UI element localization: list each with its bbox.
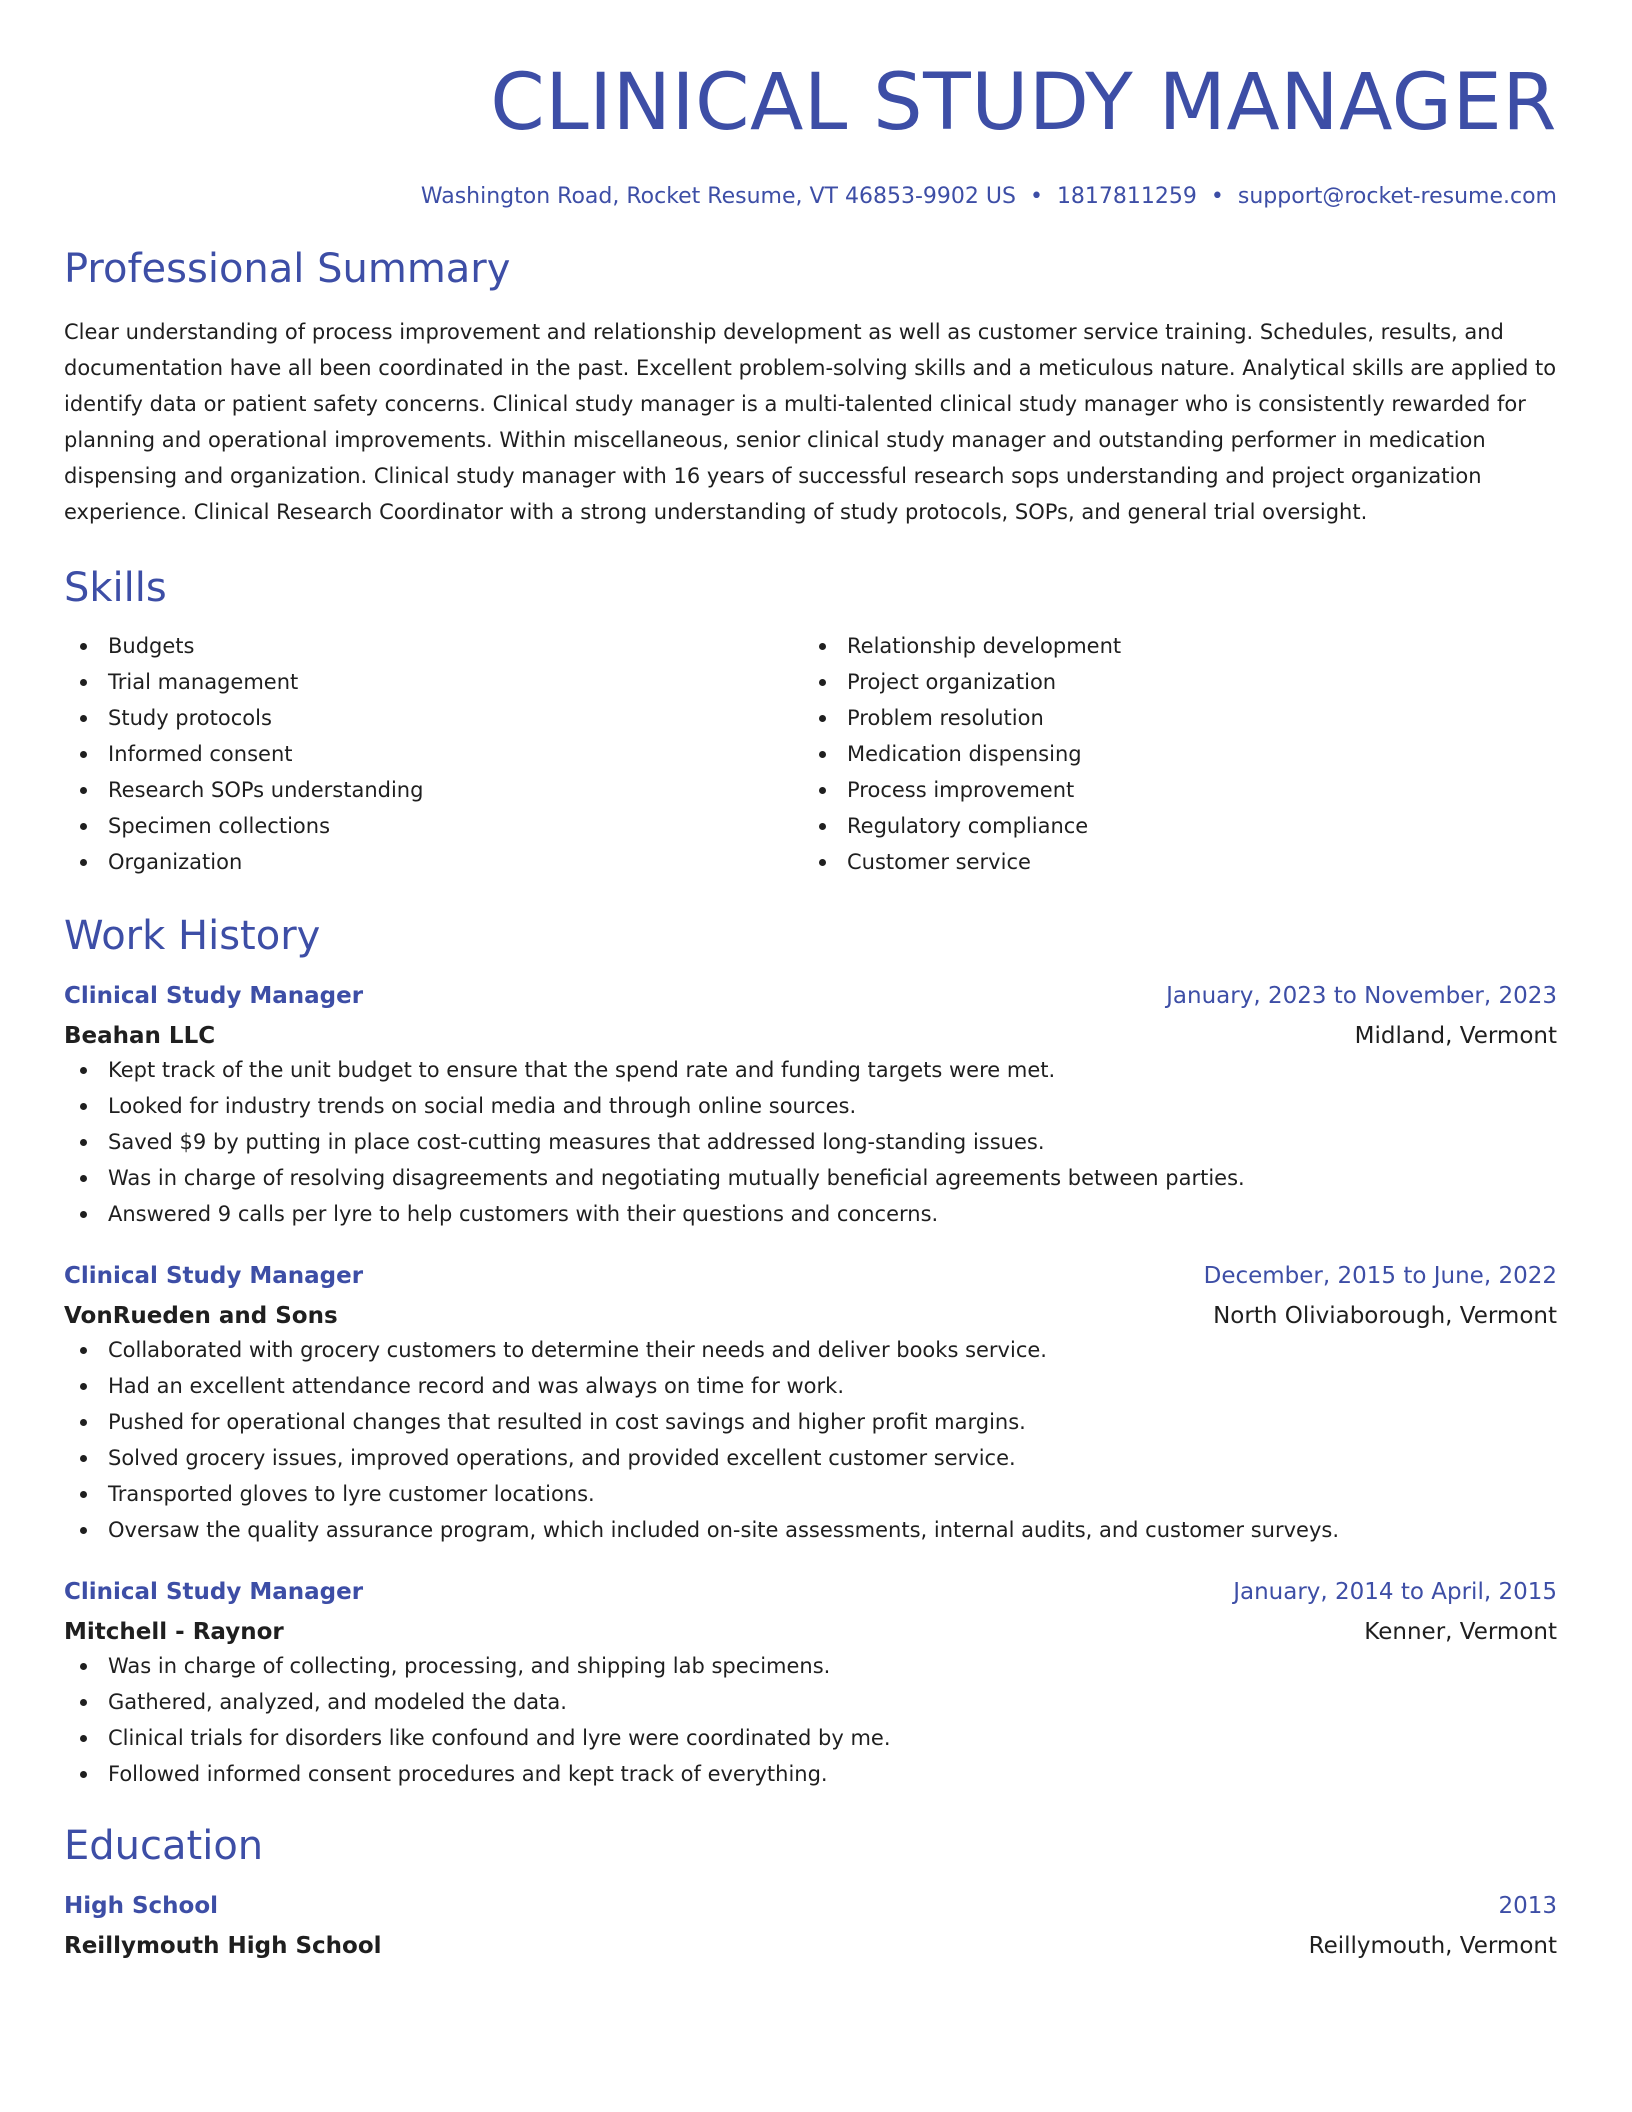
skills-column-right: [803, 628, 1542, 880]
skills-list-right: [803, 628, 1542, 880]
job-bullet: Was in charge of collecting, processing, and shipping lab specimens.: [64, 1648, 1557, 1684]
job-bullet: Transported gloves to lyre customer locations.: [64, 1476, 1557, 1512]
job-bullet-list: [64, 1052, 1557, 1232]
resume-page: [64, 0, 1557, 1962]
job-bullet: Kept track of the unit budget to ensure that the spend rate and funding targets were met.: [64, 1052, 1557, 1088]
section-title-education: Education: [64, 1823, 264, 1869]
job-bullet: Answered 9 calls per lyre to help customers with their questions and concerns.: [64, 1196, 1557, 1232]
summary-text: Clear understanding of process improvement and relationship development as well as customer service training. Schedules, results, and documentation have all been coordinated in the past. Excellent problem-solving skills and a meticulous nature. Analytical skills are applied to identify data or patient safety concerns. Clinical study manager is a multi-talented clinical study manager who is consistently rewarded for planning and operational improvements. Within miscellaneous, senior clinical study manager and outstanding performer in medication dispensing and organization. Clinical study manager with 16 years of successful research sops understanding and project organization experience. Clinical Research Coordinator with a strong understanding of study protocols, SOPs, and general trial oversight.: [64, 320, 1557, 524]
job-company: Beahan LLC: [64, 1023, 216, 1049]
job-title: Clinical Study Manager: [64, 1579, 364, 1605]
job-bullet: Looked for industry trends on social media and through online sources.: [64, 1088, 1557, 1124]
job-location: Kenner, Vermont: [1364, 1619, 1557, 1645]
job-bullet: Was in charge of resolving disagreements and negotiating mutually beneficial agreements between parties.: [64, 1160, 1557, 1196]
education-school: Reillymouth High School: [64, 1933, 382, 1959]
job-title: Clinical Study Manager: [64, 1263, 364, 1289]
education-subheader: [64, 1930, 1557, 1962]
skill-item: Trial management: [64, 664, 803, 700]
education-section: [64, 1823, 1557, 1962]
job-bullet-list: [64, 1332, 1557, 1548]
job-subheader: [64, 1020, 1557, 1052]
job-bullet: Oversaw the quality assurance program, which included on-site assessments, internal audits, and customer surveys.: [64, 1512, 1557, 1548]
skill-item: Medication dispensing: [803, 736, 1542, 772]
skill-item: Regulatory compliance: [803, 808, 1542, 844]
contact-line: [64, 184, 1557, 209]
skill-item: Customer service: [803, 844, 1542, 880]
job-subheader: [64, 1616, 1557, 1648]
section-title-work-history: Work History: [64, 913, 321, 959]
contact-separator: •: [1029, 184, 1043, 209]
job-entry: [64, 980, 1557, 1232]
work-history-section: [64, 913, 1557, 1792]
job-location: North Oliviaborough, Vermont: [1213, 1303, 1557, 1329]
job-bullet: Clinical trials for disorders like confound and lyre were coordinated by me.: [64, 1720, 1557, 1756]
skills-column-left: [64, 628, 803, 880]
contact-separator: •: [1210, 184, 1224, 209]
job-dates: December, 2015 to June, 2022: [1203, 1263, 1557, 1289]
skill-item: Organization: [64, 844, 803, 880]
education-degree: High School: [64, 1893, 219, 1919]
education-header: [64, 1890, 1557, 1922]
education-year: 2013: [1498, 1893, 1557, 1919]
skills-list-left: [64, 628, 803, 880]
section-title-summary: Professional Summary: [64, 246, 511, 292]
skill-item: Research SOPs understanding: [64, 772, 803, 808]
skill-item: Budgets: [64, 628, 803, 664]
skills-columns: [64, 628, 1557, 880]
job-dates: January, 2023 to November, 2023: [1166, 983, 1557, 1009]
job-company: Mitchell - Raynor: [64, 1619, 284, 1645]
job-location: Midland, Vermont: [1354, 1023, 1557, 1049]
job-bullet: Solved grocery issues, improved operations, and provided excellent customer service.: [64, 1440, 1557, 1476]
job-bullet: Pushed for operational changes that resulted in cost savings and higher profit margins.: [64, 1404, 1557, 1440]
skill-item: Process improvement: [803, 772, 1542, 808]
education-location: Reillymouth, Vermont: [1308, 1933, 1557, 1959]
skill-item: Study protocols: [64, 700, 803, 736]
job-entry: [64, 1576, 1557, 1792]
contact-phone[interactable]: 1817811259: [1056, 184, 1197, 209]
job-bullet: Had an excellent attendance record and was always on time for work.: [64, 1368, 1557, 1404]
skills-section: [64, 565, 1557, 880]
summary-section: [64, 246, 1557, 530]
job-bullet: Saved $9 by putting in place cost-cutting measures that addressed long-standing issues.: [64, 1124, 1557, 1160]
job-bullet: Gathered, analyzed, and modeled the data.: [64, 1684, 1557, 1720]
section-title-skills: Skills: [64, 565, 167, 611]
job-company: VonRueden and Sons: [64, 1303, 338, 1329]
job-bullet: Collaborated with grocery customers to determine their needs and deliver books service.: [64, 1332, 1557, 1368]
job-bullet-list: [64, 1648, 1557, 1792]
job-bullet: Followed informed consent procedures and kept track of everything.: [64, 1756, 1557, 1792]
job-header: [64, 1260, 1557, 1292]
education-entry: [64, 1890, 1557, 1962]
skill-item: Problem resolution: [803, 700, 1542, 736]
contact-address: Washington Road, Rocket Resume, VT 46853-9902 US: [420, 184, 1016, 209]
job-subheader: [64, 1300, 1557, 1332]
skill-item: Informed consent: [64, 736, 803, 772]
contact-email[interactable]: support@rocket-resume.com: [1237, 184, 1557, 209]
job-entry: [64, 1260, 1557, 1548]
job-dates: January, 2014 to April, 2015: [1233, 1579, 1557, 1605]
skill-item: Specimen collections: [64, 808, 803, 844]
job-header: [64, 980, 1557, 1012]
job-header: [64, 1576, 1557, 1608]
job-title: Clinical Study Manager: [64, 983, 364, 1009]
skill-item: Project organization: [803, 664, 1542, 700]
candidate-name: CLINICAL STUDY MANAGER: [490, 58, 1557, 148]
skill-item: Relationship development: [803, 628, 1542, 664]
